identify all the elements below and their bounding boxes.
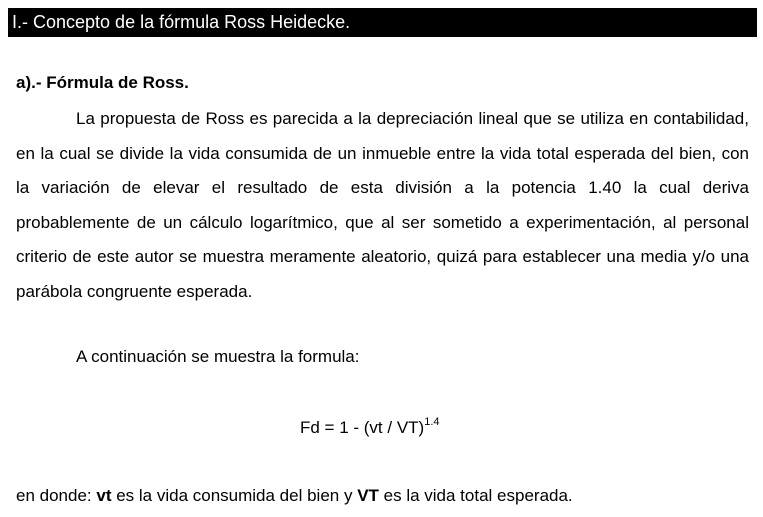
section-title: a).- Fórmula de Ross. [16, 73, 189, 92]
formula [300, 416, 440, 440]
chapter-heading-text: I.- Concepto de la fórmula Ross Heidecke. [12, 12, 351, 32]
formula-intro: A continuación se muestra la formula: [76, 347, 360, 366]
formula-base: Fd = 1 - (vt / VT) [300, 418, 425, 437]
variable-definition [16, 484, 573, 508]
body-paragraph: La propuesta de Ross es parecida a la depreciación lineal que se utiliza en contabilidad, en la cual se divide la vida consumida de un inmueble entre la vida total esperada del bien, con la variación de elevar el resultado de esta división a la potencia 1.40 la cual deriva probablemente de un cálculo logarítmico, que al ser sometido a experimentación, al personal criterio de este autor se muestra meramente aleatorio, quizá para establecer una media y/o una parábola congruente esperada. [16, 109, 749, 301]
definition-prefix: en donde: [16, 486, 97, 505]
chapter-heading [8, 8, 757, 37]
term-vt: vt [96, 486, 112, 505]
definition-middle: es la vida consumida del bien y [111, 486, 358, 505]
term-VT: VT [357, 486, 379, 505]
definition-suffix: es la vida total esperada. [378, 486, 573, 505]
formula-exponent: 1.4 [424, 416, 440, 428]
